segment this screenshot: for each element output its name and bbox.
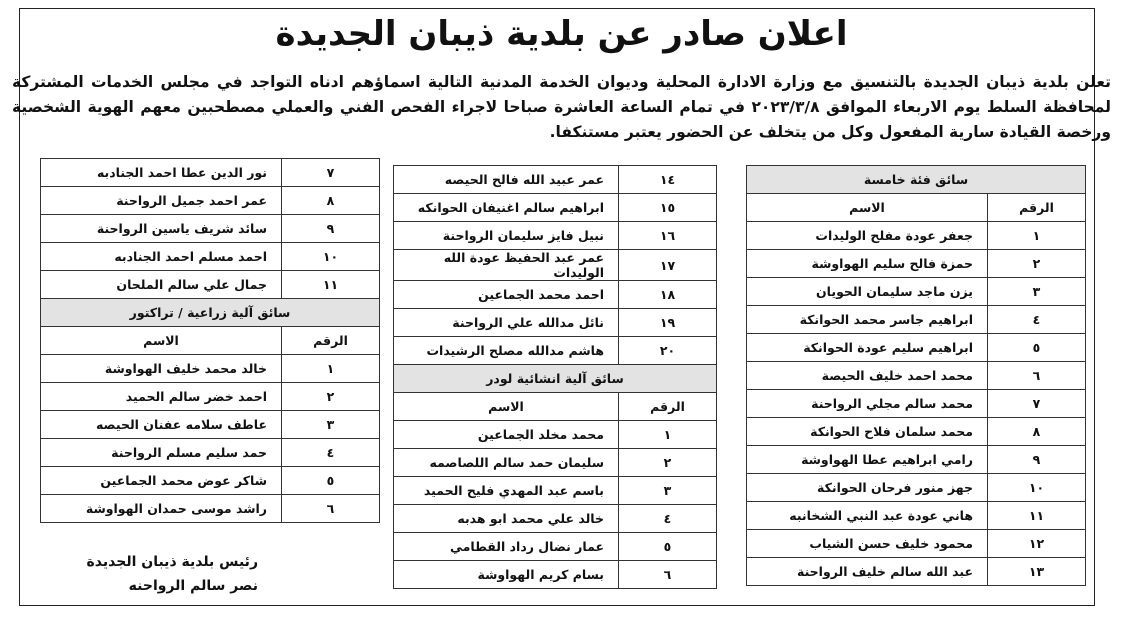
row-number: ١١ (282, 271, 380, 299)
row-number: ١٩ (619, 309, 717, 337)
row-name: احمد مسلم احمد الجنادبه (41, 243, 282, 271)
row-number: ١٧ (619, 250, 717, 281)
row-number: ١٥ (619, 194, 717, 222)
row-name: حمزة فالح سليم الهواوشة (747, 250, 988, 278)
table-row (747, 222, 1086, 250)
row-name: جعفر عودة مفلح الوليدات (747, 222, 988, 250)
row-number: ٦ (619, 561, 717, 589)
table-row (394, 309, 717, 337)
row-name: رامي ابراهيم عطا الهواوشة (747, 446, 988, 474)
table-row (747, 558, 1086, 586)
row-name: حمد سليم مسلم الرواحنة (41, 439, 282, 467)
row-number: ٦ (282, 495, 380, 523)
row-name: خالد محمد خليف الهواوشة (41, 355, 282, 383)
row-number: ١ (282, 355, 380, 383)
section-title: سائق فئة خامسة (747, 166, 1086, 194)
row-number: ١٢ (988, 530, 1086, 558)
row-number: ١ (619, 421, 717, 449)
table-row (747, 390, 1086, 418)
row-number: ٣ (282, 411, 380, 439)
row-number: ٥ (619, 533, 717, 561)
row-number: ٤ (988, 306, 1086, 334)
row-number: ١٣ (988, 558, 1086, 586)
table-row (394, 477, 717, 505)
row-name: عمر عبيد الله فالح الحيصه (394, 166, 619, 194)
row-name: بسام كريم الهواوشة (394, 561, 619, 589)
table-row (41, 355, 380, 383)
table-row (394, 505, 717, 533)
table-row (41, 383, 380, 411)
row-name: نور الدين عطا احمد الجنادبه (41, 159, 282, 187)
row-name: عمر عبد الحفيظ عودة الله الوليدات (394, 250, 619, 281)
row-name: جهز منور فرحان الحوانكة (747, 474, 988, 502)
row-number: ١ (988, 222, 1086, 250)
row-number: ٦ (988, 362, 1086, 390)
table-row (747, 530, 1086, 558)
row-number: ٥ (988, 334, 1086, 362)
row-name: شاكر عوض محمد الجماعين (41, 467, 282, 495)
row-number: ٣ (988, 278, 1086, 306)
row-number: ٤ (619, 505, 717, 533)
section-title: سائق آلية زراعية / تراكتور (41, 299, 380, 327)
table-row (747, 446, 1086, 474)
row-number: ٩ (988, 446, 1086, 474)
table-row (394, 281, 717, 309)
row-number: ٥ (282, 467, 380, 495)
row-number: ٢ (282, 383, 380, 411)
row-name: عمار نضال رداد القطامي (394, 533, 619, 561)
table-row (747, 306, 1086, 334)
table-row (394, 337, 717, 365)
row-name: سائد شريف ياسين الرواحنة (41, 215, 282, 243)
table-row (41, 495, 380, 523)
row-name: عاطف سلامه عفنان الحيصه (41, 411, 282, 439)
table-row (41, 411, 380, 439)
row-number: ٨ (988, 418, 1086, 446)
row-name: احمد خضر سالم الحميد (41, 383, 282, 411)
row-name: محمد مخلد الجماعين (394, 421, 619, 449)
row-number: ١٨ (619, 281, 717, 309)
table-row (747, 250, 1086, 278)
row-name: محمود خليف حسن الشياب (747, 530, 988, 558)
signature-title: رئيس بلدية ذيبان الجديدة (86, 554, 258, 570)
table-row (394, 194, 717, 222)
row-name: ابراهيم سليم عودة الحوانكة (747, 334, 988, 362)
table-row (747, 474, 1086, 502)
table-row (394, 166, 717, 194)
table-row (394, 250, 717, 281)
row-name: نبيل فايز سليمان الرواحنة (394, 222, 619, 250)
row-number: ١٠ (988, 474, 1086, 502)
row-number: ٤ (282, 439, 380, 467)
column-header-name: الاسم (41, 327, 282, 355)
column-header-number: الرقم (988, 194, 1086, 222)
row-name: هاني عودة عبد النبي الشخانبه (747, 502, 988, 530)
table-row (394, 533, 717, 561)
table-row (41, 187, 380, 215)
row-name: نائل مدالله علي الرواحنة (394, 309, 619, 337)
row-name: محمد سلمان فلاح الحوانكة (747, 418, 988, 446)
table-fifth-category-drivers (746, 165, 1086, 586)
row-number: ١٤ (619, 166, 717, 194)
row-name: عبد الله سالم خليف الرواحنة (747, 558, 988, 586)
row-number: ٣ (619, 477, 717, 505)
row-number: ٧ (988, 390, 1086, 418)
row-number: ١٦ (619, 222, 717, 250)
row-name: ابراهيم جاسر محمد الحوانكة (747, 306, 988, 334)
row-name: هاشم مدالله مصلح الرشيدات (394, 337, 619, 365)
announcement-intro: تعلن بلدية ذيبان الجديدة بالتنسيق مع وزارة الادارة المحلية وديوان الخدمة المدنية التالية اسماؤهم ادناه التواجد في مجلس الخدمات المشتركة لمحافظة السلط يوم الاربعاء الموافق ٢٠٢٣/٣/٨ في تمام الساعة العاشرة صباحا لاجراء الفحص الفني والعملي مصطحبين معهم الهوية الشخصية ورخصة القيادة سارية المفعول وكل من يتخلف عن الحضور يعتبر مستنكفا. (12, 73, 1111, 141)
announcement-title: اعلان صادر عن بلدية ذيبان الجديدة (275, 14, 848, 54)
table-left (40, 158, 380, 523)
table-row (394, 449, 717, 477)
column-header-name: الاسم (394, 393, 619, 421)
column-header-number: الرقم (619, 393, 717, 421)
table-row (747, 334, 1086, 362)
table-row (41, 467, 380, 495)
table-row (41, 215, 380, 243)
row-number: ٨ (282, 187, 380, 215)
table-row (394, 561, 717, 589)
row-name: احمد محمد الجماعين (394, 281, 619, 309)
row-name: محمد احمد خليف الحيصة (747, 362, 988, 390)
table-row (41, 271, 380, 299)
row-number: ١٠ (282, 243, 380, 271)
row-number: ٢ (619, 449, 717, 477)
row-name: ابراهيم سالم اغنيفان الحوانكه (394, 194, 619, 222)
section-title: سائق آلية انشائية لودر (394, 365, 717, 393)
row-name: سليمان حمد سالم اللصاصمه (394, 449, 619, 477)
table-row (747, 362, 1086, 390)
column-header-number: الرقم (282, 327, 380, 355)
row-number: ٧ (282, 159, 380, 187)
table-middle (393, 165, 717, 589)
table-row (41, 439, 380, 467)
row-name: باسم عبد المهدي فليح الحميد (394, 477, 619, 505)
row-number: ٢ (988, 250, 1086, 278)
row-name: محمد سالم مجلي الرواحنة (747, 390, 988, 418)
row-name: جمال علي سالم الملحان (41, 271, 282, 299)
column-header-name: الاسم (747, 194, 988, 222)
table-row (747, 278, 1086, 306)
row-number: ١١ (988, 502, 1086, 530)
table-row (41, 159, 380, 187)
signature-name: نصر سالم الرواحنه (128, 578, 258, 594)
row-name: خالد علي محمد ابو هدبه (394, 505, 619, 533)
table-row (41, 243, 380, 271)
table-row (747, 502, 1086, 530)
row-number: ٩ (282, 215, 380, 243)
table-row (394, 421, 717, 449)
row-name: يزن ماجد سليمان الحويان (747, 278, 988, 306)
row-name: عمر احمد جميل الرواحنة (41, 187, 282, 215)
row-number: ٢٠ (619, 337, 717, 365)
row-name: راشد موسى حمدان الهواوشة (41, 495, 282, 523)
signature-block (38, 550, 258, 598)
table-row (394, 222, 717, 250)
table-row (747, 418, 1086, 446)
